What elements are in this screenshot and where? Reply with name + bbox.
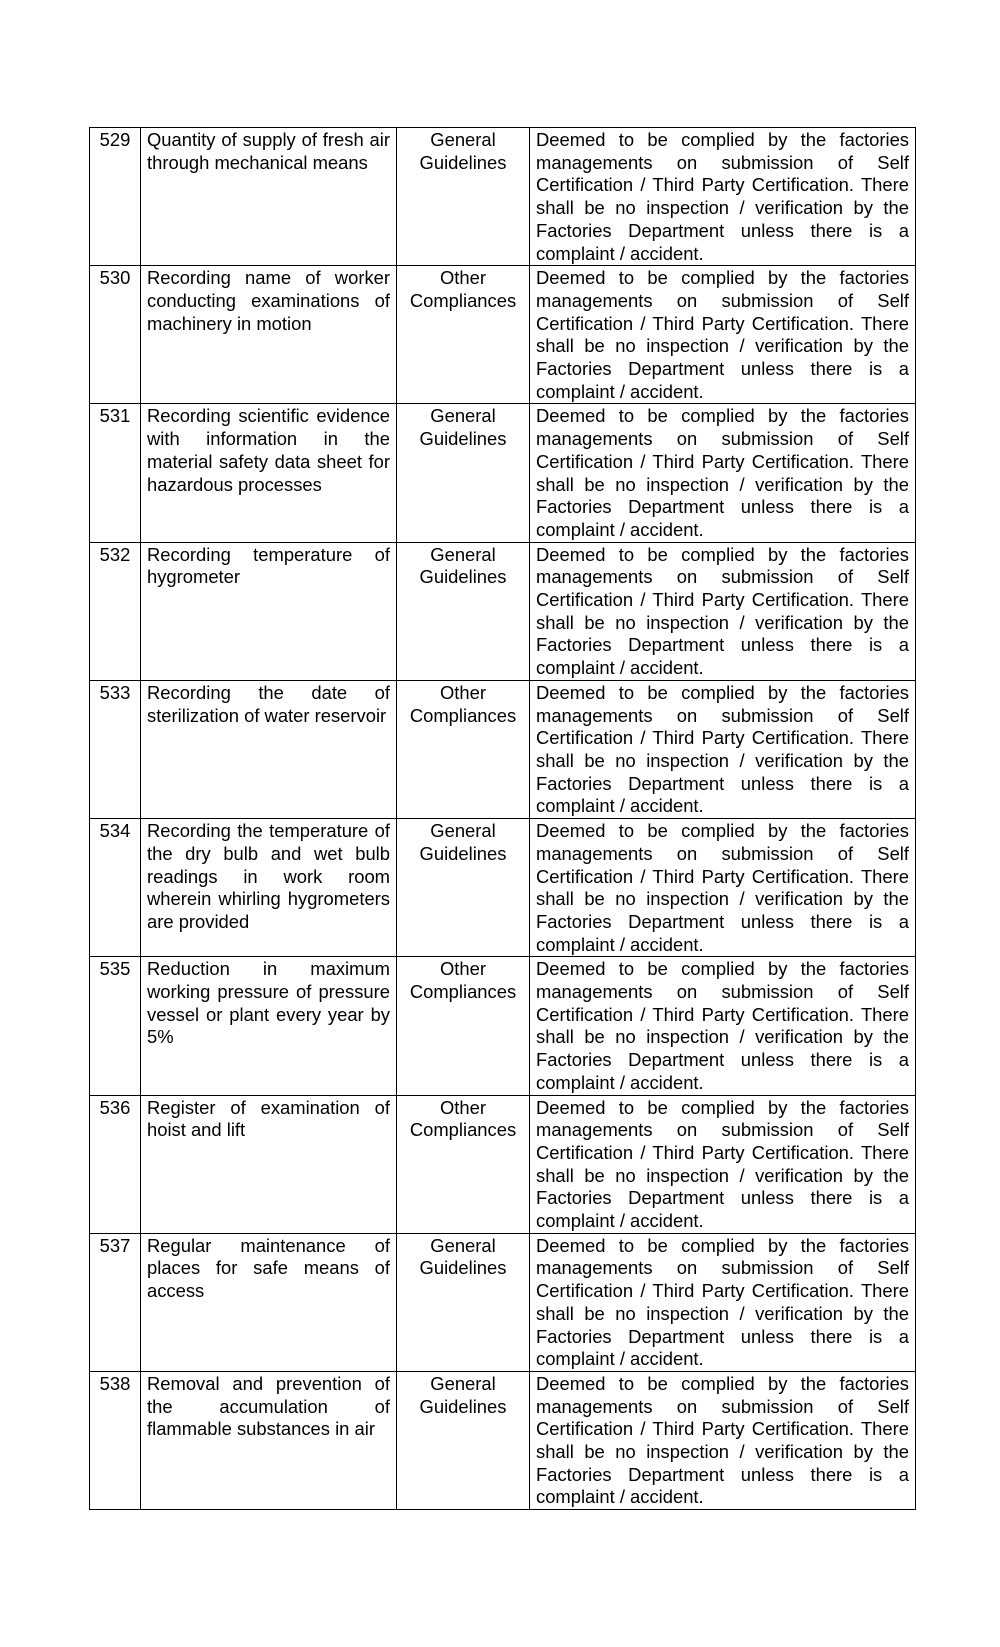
row-number: 531 (90, 404, 141, 542)
remark-text: Deemed to be complied by the factories managements on submission of Self Certification / Third Party Certification. There shall be no inspection / verification by the Factories Department unless there is a complaint / accident. (530, 1233, 916, 1371)
category-text: General Guidelines (397, 1371, 530, 1509)
table-row (90, 957, 916, 1095)
provision-text: Regular maintenance of places for safe means of access (141, 1233, 397, 1371)
remark-text: Deemed to be complied by the factories managements on submission of Self Certification / Third Party Certification. There shall be no inspection / verification by the Factories Department unless there is a complaint / accident. (530, 1095, 916, 1233)
row-number: 533 (90, 680, 141, 818)
row-number: 530 (90, 266, 141, 404)
category-text: General Guidelines (397, 542, 530, 680)
compliance-table (89, 127, 916, 1510)
row-number: 532 (90, 542, 141, 680)
table-row (90, 1371, 916, 1509)
row-number: 534 (90, 819, 141, 957)
row-number: 536 (90, 1095, 141, 1233)
category-text: General Guidelines (397, 819, 530, 957)
table-row (90, 542, 916, 680)
remark-text: Deemed to be complied by the factories managements on submission of Self Certification / Third Party Certification. There shall be no inspection / verification by the Factories Department unless there is a complaint / accident. (530, 128, 916, 266)
remark-text: Deemed to be complied by the factories managements on submission of Self Certification / Third Party Certification. There shall be no inspection / verification by the Factories Department unless there is a complaint / accident. (530, 542, 916, 680)
row-number: 538 (90, 1371, 141, 1509)
category-text: General Guidelines (397, 128, 530, 266)
table-row (90, 1233, 916, 1371)
remark-text: Deemed to be complied by the factories managements on submission of Self Certification / Third Party Certification. There shall be no inspection / verification by the Factories Department unless there is a complaint / accident. (530, 957, 916, 1095)
table-row (90, 404, 916, 542)
remark-text: Deemed to be complied by the factories managements on submission of Self Certification / Third Party Certification. There shall be no inspection / verification by the Factories Department unless there is a complaint / accident. (530, 1371, 916, 1509)
category-text: Other Compliances (397, 1095, 530, 1233)
provision-text: Recording scientific evidence with information in the material safety data sheet for hazardous processes (141, 404, 397, 542)
category-text: Other Compliances (397, 957, 530, 1095)
provision-text: Quantity of supply of fresh air through mechanical means (141, 128, 397, 266)
provision-text: Recording name of worker conducting examinations of machinery in motion (141, 266, 397, 404)
category-text: General Guidelines (397, 1233, 530, 1371)
remark-text: Deemed to be complied by the factories managements on submission of Self Certification / Third Party Certification. There shall be no inspection / verification by the Factories Department unless there is a complaint / accident. (530, 819, 916, 957)
provision-text: Recording the date of sterilization of water reservoir (141, 680, 397, 818)
provision-text: Removal and prevention of the accumulation of flammable substances in air (141, 1371, 397, 1509)
provision-text: Register of examination of hoist and lift (141, 1095, 397, 1233)
row-number: 535 (90, 957, 141, 1095)
table-row (90, 266, 916, 404)
remark-text: Deemed to be complied by the factories managements on submission of Self Certification / Third Party Certification. There shall be no inspection / verification by the Factories Department unless there is a complaint / accident. (530, 404, 916, 542)
table-row (90, 128, 916, 266)
category-text: Other Compliances (397, 266, 530, 404)
table-row (90, 819, 916, 957)
row-number: 537 (90, 1233, 141, 1371)
remark-text: Deemed to be complied by the factories managements on submission of Self Certification / Third Party Certification. There shall be no inspection / verification by the Factories Department unless there is a complaint / accident. (530, 266, 916, 404)
provision-text: Recording the temperature of the dry bulb and wet bulb readings in work room wherein whirling hygrometers are provided (141, 819, 397, 957)
row-number: 529 (90, 128, 141, 266)
category-text: General Guidelines (397, 404, 530, 542)
category-text: Other Compliances (397, 680, 530, 818)
table-row (90, 1095, 916, 1233)
table-row (90, 680, 916, 818)
provision-text: Reduction in maximum working pressure of pressure vessel or plant every year by 5% (141, 957, 397, 1095)
provision-text: Recording temperature of hygrometer (141, 542, 397, 680)
remark-text: Deemed to be complied by the factories managements on submission of Self Certification / Third Party Certification. There shall be no inspection / verification by the Factories Department unless there is a complaint / accident. (530, 680, 916, 818)
